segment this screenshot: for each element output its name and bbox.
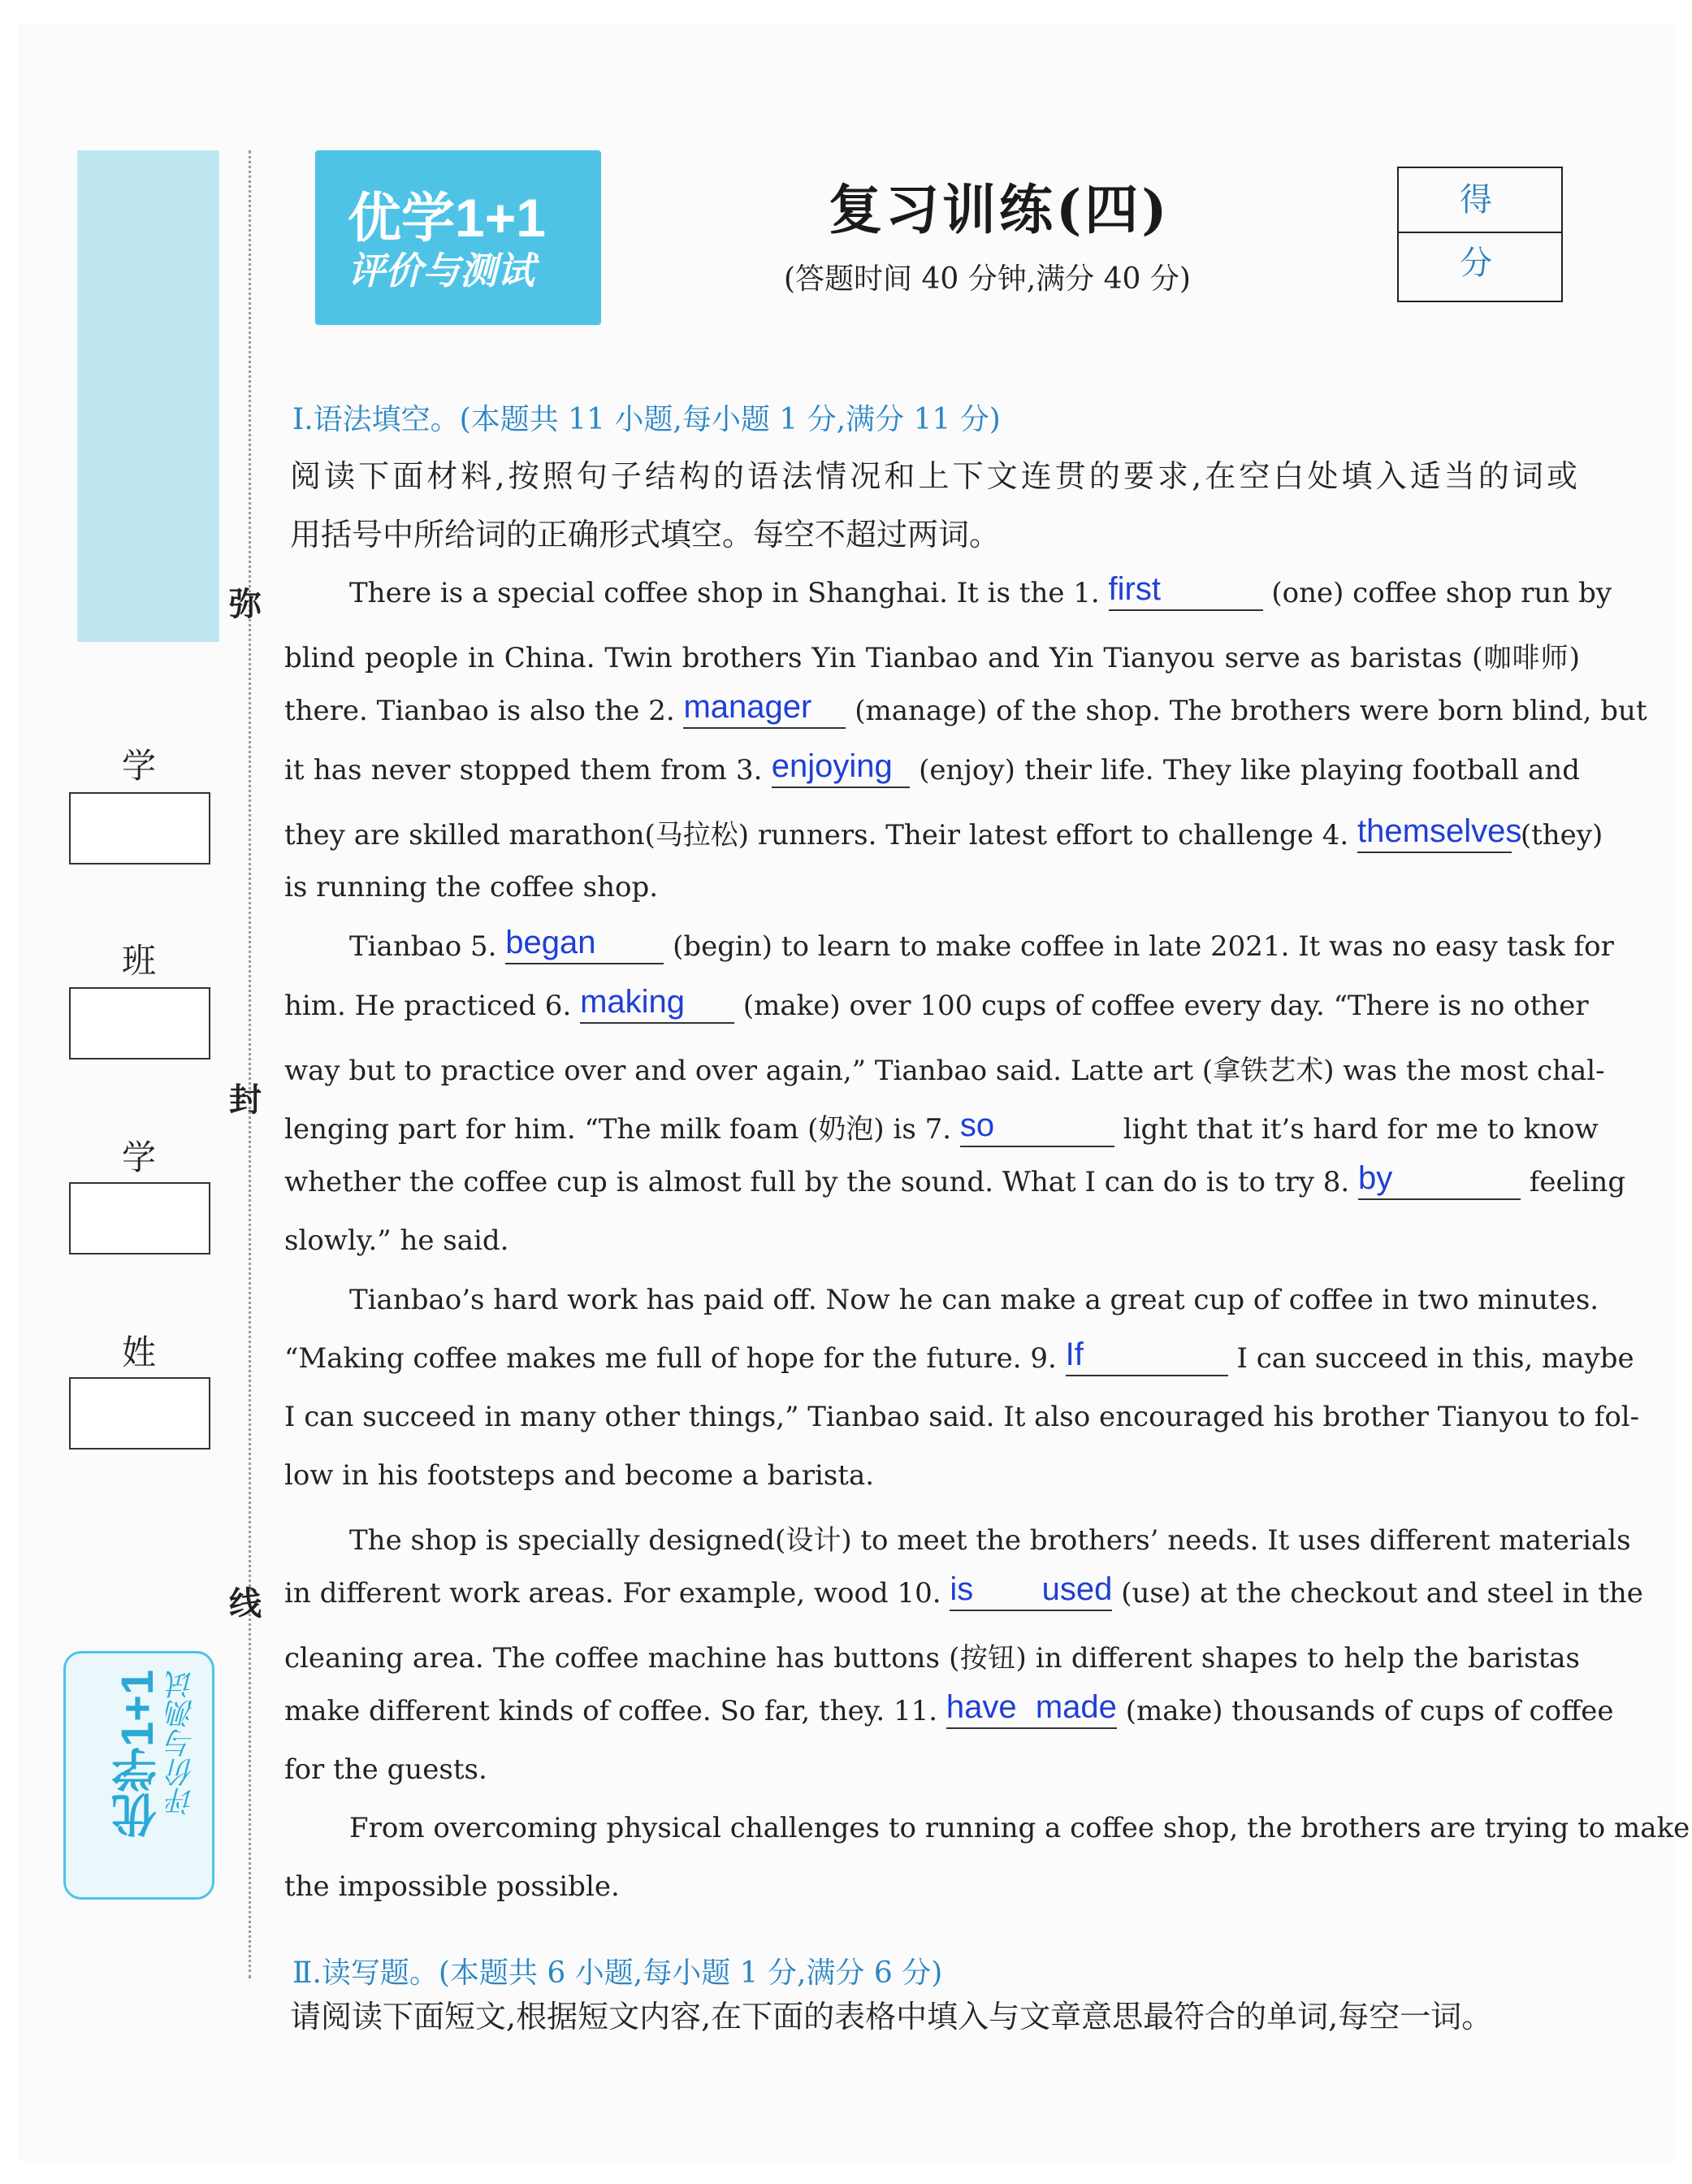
passage-text: light that it’s hard for me to know — [1123, 1113, 1599, 1146]
answer-blank[interactable] — [950, 1571, 1113, 1611]
passage-text: There is a special coffee shop in Shanghai. It is the 1. — [349, 577, 1100, 609]
passage-line: blind people in China. Twin brothers Yin Tianbao and Yin Tianyou serve as baristas (咖啡师) — [284, 642, 1580, 674]
answer-blank[interactable] — [946, 1689, 1117, 1729]
passage-line — [284, 925, 1614, 964]
passage-line — [284, 689, 1647, 729]
passage-text: I can succeed in this, maybe — [1236, 1342, 1634, 1375]
passage-line: Tianbao’s hard work has paid off. Now he can make a great cup of coffee in two minutes. — [349, 1284, 1599, 1316]
passage-text: make different kinds of coffee. So far, they. 11. — [284, 1695, 938, 1727]
passage-text: (they) — [1520, 819, 1603, 852]
passage-text: lenging part for him. “The milk foam (奶泡) is 7. — [284, 1113, 952, 1146]
handwritten-answer: so — [959, 1107, 995, 1143]
score-label: 得 分 — [1399, 168, 1561, 233]
passage-text: (make) over 100 cups of coffee every day. “There is no other — [742, 990, 1589, 1022]
answer-blank[interactable] — [771, 748, 910, 788]
passage-text: feeling — [1529, 1166, 1626, 1198]
handwritten-answer: If — [1065, 1337, 1084, 1372]
passage-line — [284, 1160, 1626, 1200]
page-title: 复习训练(四) — [829, 178, 1171, 241]
answer-blank[interactable] — [1108, 571, 1263, 611]
passage-text: (one) coffee shop run by — [1271, 577, 1612, 609]
handwritten-answer: themselves — [1357, 813, 1522, 849]
answer-blank[interactable] — [580, 984, 734, 1024]
student-number-label: 学 — [121, 1138, 171, 1177]
class-label: 班 — [121, 941, 171, 981]
section-1-heading: Ⅰ.语法填空。(本题共 11 小题,每小题 1 分,满分 11 分) — [292, 403, 1001, 436]
passage-line: The shop is specially designed(设计) to meet the brothers’ needs. It uses different materials — [349, 1524, 1631, 1557]
section-2-heading: Ⅱ.读写题。(本题共 6 小题,每小题 1 分,满分 6 分) — [292, 1956, 943, 1990]
passage-text: whether the coffee cup is almost full by the sound. What I can do is to try 8. — [284, 1166, 1350, 1198]
passage-text: in different work areas. For example, wood 10. — [284, 1577, 941, 1610]
handwritten-answer: began — [505, 925, 596, 960]
passage-text: they are skilled marathon(马拉松) runners. Their latest effort to challenge 4. — [284, 819, 1349, 852]
section-1-instruction-line-1: 阅读下面材料,按照句子结构的语法情况和上下文连贯的要求,在空白处填入适当的词或 — [290, 458, 1577, 494]
binding-char-feng: 封 — [229, 1081, 262, 1119]
side-brand-logo — [63, 1651, 214, 1900]
passage-text: “Making coffee makes me full of hope for the future. 9. — [284, 1342, 1057, 1375]
answer-blank[interactable] — [505, 925, 664, 964]
passage-text: (use) at the checkout and steel in the — [1121, 1577, 1643, 1610]
logo-title: 优学1+1 — [348, 188, 546, 248]
school-field[interactable] — [69, 792, 210, 864]
handwritten-answer: is used — [950, 1571, 1113, 1607]
passage-line: low in his footsteps and become a barista. — [284, 1459, 875, 1492]
passage-line: slowly.” he said. — [284, 1224, 509, 1257]
passage-line: the impossible possible. — [284, 1870, 620, 1903]
passage-line — [284, 984, 1589, 1024]
brand-logo — [315, 150, 601, 325]
side-logo-subtitle: 评价与测试 — [166, 1670, 199, 1816]
page-subtitle: (答题时间 40 分钟,满分 40 分) — [784, 262, 1191, 296]
binding-char-mi: 弥 — [229, 585, 262, 623]
binding-char-xian: 线 — [229, 1584, 262, 1623]
passage-line: is running the coffee shop. — [284, 871, 659, 904]
passage-text: (make) thousands of cups of coffee — [1125, 1695, 1614, 1727]
student-number-field[interactable] — [69, 1182, 210, 1254]
passage-text: Tianbao 5. — [349, 930, 497, 963]
passage-line: I can succeed in many other things,” Tianbao said. It also encouraged his brother Tianyou to fol- — [284, 1401, 1640, 1433]
answer-blank[interactable] — [1065, 1337, 1228, 1376]
passage-line: From overcoming physical challenges to running a coffee shop, the brothers are trying to make — [349, 1812, 1690, 1844]
answer-blank[interactable] — [683, 689, 846, 729]
school-label: 学 — [121, 746, 171, 786]
passage-line — [284, 1571, 1643, 1611]
answer-blank[interactable] — [1358, 1160, 1521, 1200]
passage-text: there. Tianbao is also the 2. — [284, 695, 675, 727]
passage-line — [284, 1107, 1599, 1147]
handwritten-answer: enjoying — [771, 748, 893, 784]
passage-text: him. He practiced 6. — [284, 990, 572, 1022]
name-label: 姓 — [121, 1332, 171, 1372]
passage-line — [284, 812, 1603, 853]
binding-dashed-line — [249, 150, 251, 1978]
passage-line: for the guests. — [284, 1753, 487, 1786]
answer-blank[interactable] — [1357, 813, 1522, 853]
passage-line — [284, 571, 1612, 611]
passage-text: (enjoy) their life. They like playing football and — [919, 754, 1581, 786]
passage-line — [284, 1337, 1634, 1376]
passage-text: (begin) to learn to make coffee in late 2021. It was no easy task for — [673, 930, 1614, 963]
passage-line — [284, 1689, 1614, 1729]
handwritten-answer: making — [580, 984, 686, 1020]
handwritten-answer: by — [1358, 1160, 1393, 1196]
answer-blank[interactable] — [959, 1107, 1114, 1147]
handwritten-answer: manager — [683, 689, 812, 725]
passage-line — [284, 748, 1581, 788]
side-logo-title: 优学1+1 — [111, 1670, 162, 1838]
side-color-strip — [77, 150, 219, 642]
handwritten-answer: have made — [946, 1689, 1117, 1725]
name-field[interactable] — [69, 1377, 210, 1450]
section-2-instruction: 请阅读下面短文,根据短文内容,在下面的表格中填入与文章意思最符合的单词,每空一词。 — [290, 1999, 1493, 2034]
class-field[interactable] — [69, 987, 210, 1060]
score-box — [1397, 167, 1563, 302]
passage-text: (manage) of the shop. The brothers were born blind, but — [855, 695, 1647, 727]
passage-line: cleaning area. The coffee machine has buttons (按钮) in different shapes to help the baristas — [284, 1642, 1580, 1675]
logo-subtitle: 评价与测试 — [348, 249, 534, 292]
handwritten-answer: first — [1108, 571, 1161, 607]
section-1-instruction-line-2: 用括号中所给词的正确形式填空。每空不超过两词。 — [290, 517, 1001, 552]
passage-line: way but to practice over and over again,” Tianbao said. Latte art (拿铁艺术) was the most chal- — [284, 1055, 1605, 1087]
passage-text: it has never stopped them from 3. — [284, 754, 763, 786]
